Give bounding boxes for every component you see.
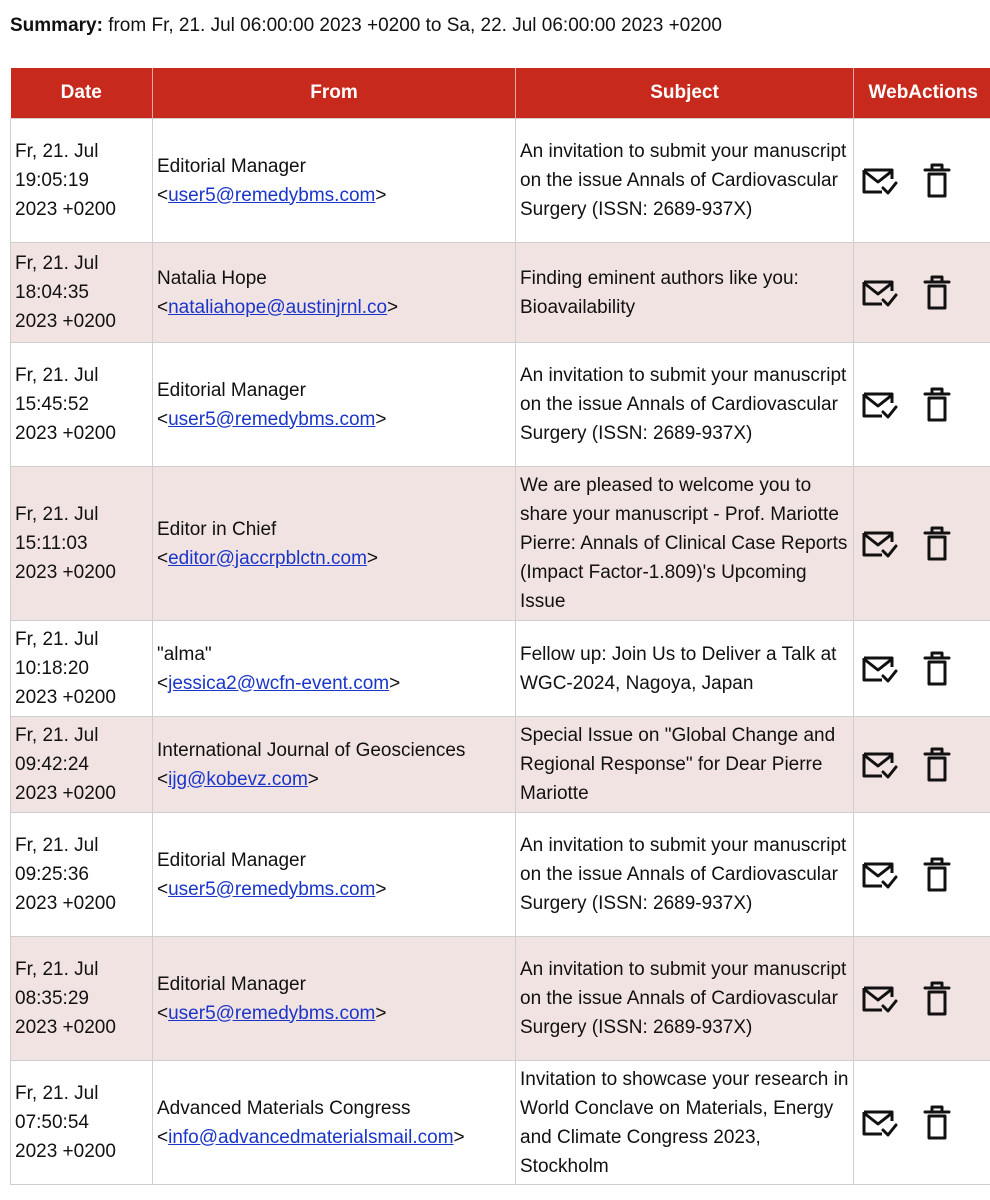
date-day: Fr, 21. Jul (15, 253, 99, 274)
sender-name: Editorial Manager (157, 973, 306, 995)
envelope-check-icon[interactable] (860, 649, 898, 689)
sender-name: Editorial Manager (157, 155, 306, 177)
table-row (11, 467, 990, 621)
trash-icon[interactable] (918, 1103, 956, 1143)
date-time: 15:45:52 (15, 394, 89, 415)
from-cell (153, 343, 516, 467)
sender-name: International Journal of Geosciences (157, 739, 466, 761)
webactions-cell (854, 813, 990, 937)
date-year-tz: 2023 +0200 (15, 1017, 116, 1038)
trash-icon[interactable] (918, 385, 956, 425)
summary-line (10, 14, 722, 38)
trash-icon[interactable] (918, 855, 956, 895)
date-time: 07:50:54 (15, 1112, 89, 1133)
sender-email-link[interactable]: user5@remedybms.com (168, 184, 376, 206)
from-cell (153, 1061, 516, 1185)
header-from: From (153, 68, 516, 119)
table-header-row (11, 68, 990, 119)
envelope-check-icon[interactable] (860, 979, 898, 1019)
date-day: Fr, 21. Jul (15, 365, 99, 386)
from-cell (153, 717, 516, 813)
from-cell (153, 937, 516, 1061)
from-cell (153, 119, 516, 243)
date-day: Fr, 21. Jul (15, 141, 99, 162)
sender-name: Editorial Manager (157, 849, 306, 871)
table-row (11, 1061, 990, 1185)
date-cell (11, 717, 153, 813)
date-cell (11, 119, 153, 243)
table-row (11, 937, 990, 1061)
sender-name: Natalia Hope (157, 267, 267, 289)
date-cell (11, 243, 153, 343)
sender-name: Advanced Materials Congress (157, 1097, 411, 1119)
from-cell (153, 243, 516, 343)
table-row (11, 343, 990, 467)
date-day: Fr, 21. Jul (15, 1083, 99, 1104)
sender-name: "alma" (157, 643, 212, 665)
sender-address: <user5@remedybms.com> (157, 184, 387, 206)
table-row (11, 243, 990, 343)
date-cell (11, 467, 153, 621)
email-summary-table (10, 68, 990, 1185)
subject-cell: An invitation to submit your manuscript on the issue Annals of Cardiovascular Surgery (ISSN: 2689-937X) (516, 119, 854, 243)
trash-icon[interactable] (918, 649, 956, 689)
sender-address: <ijg@kobevz.com> (157, 768, 319, 790)
date-time: 08:35:29 (15, 988, 89, 1009)
envelope-check-icon[interactable] (860, 385, 898, 425)
subject-cell: Special Issue on "Global Change and Regional Response" for Dear Pierre Mariotte (516, 717, 854, 813)
subject-cell: Fellow up: Join Us to Deliver a Talk at WGC-2024, Nagoya, Japan (516, 621, 854, 717)
webactions-cell (854, 1061, 990, 1185)
trash-icon[interactable] (918, 273, 956, 313)
subject-cell: Invitation to showcase your research in World Conclave on Materials, Energy and Climate Congress 2023, Stockholm (516, 1061, 854, 1185)
sender-address: <jessica2@wcfn-event.com> (157, 672, 401, 694)
date-cell (11, 621, 153, 717)
table-row (11, 813, 990, 937)
from-cell (153, 467, 516, 621)
webactions-cell (854, 119, 990, 243)
envelope-check-icon[interactable] (860, 745, 898, 785)
trash-icon[interactable] (918, 979, 956, 1019)
webactions-cell (854, 621, 990, 717)
envelope-check-icon[interactable] (860, 161, 898, 201)
date-time: 18:04:35 (15, 282, 89, 303)
date-cell (11, 813, 153, 937)
sender-email-link[interactable]: ijg@kobevz.com (168, 768, 308, 790)
subject-cell: An invitation to submit your manuscript on the issue Annals of Cardiovascular Surgery (ISSN: 2689-937X) (516, 343, 854, 467)
envelope-check-icon[interactable] (860, 855, 898, 895)
subject-cell: An invitation to submit your manuscript on the issue Annals of Cardiovascular Surgery (ISSN: 2689-937X) (516, 937, 854, 1061)
sender-email-link[interactable]: editor@jaccrpblctn.com (168, 547, 367, 569)
date-year-tz: 2023 +0200 (15, 199, 116, 220)
sender-name: Editorial Manager (157, 379, 306, 401)
envelope-check-icon[interactable] (860, 524, 898, 564)
header-webactions: WebActions (854, 68, 990, 119)
sender-name: Editor in Chief (157, 518, 277, 540)
table-row (11, 717, 990, 813)
webactions-cell (854, 243, 990, 343)
date-day: Fr, 21. Jul (15, 835, 99, 856)
date-cell (11, 1061, 153, 1185)
sender-address: <info@advancedmaterialsmail.com> (157, 1126, 465, 1148)
sender-email-link[interactable]: jessica2@wcfn-event.com (168, 672, 390, 694)
sender-address: <editor@jaccrpblctn.com> (157, 547, 379, 569)
date-year-tz: 2023 +0200 (15, 562, 116, 583)
subject-cell: Finding eminent authors like you: Bioavailability (516, 243, 854, 343)
webactions-cell (854, 343, 990, 467)
subject-cell: We are pleased to welcome you to share your manuscript - Prof. Mariotte Pierre: Annals of Clinical Case Reports (Impact Factor-1.809)'s Upcoming Issue (516, 467, 854, 621)
from-cell (153, 621, 516, 717)
sender-address: <user5@remedybms.com> (157, 408, 387, 430)
sender-email-link[interactable]: user5@remedybms.com (168, 1002, 376, 1024)
envelope-check-icon[interactable] (860, 1103, 898, 1143)
trash-icon[interactable] (918, 745, 956, 785)
trash-icon[interactable] (918, 524, 956, 564)
summary-range: from Fr, 21. Jul 06:00:00 2023 +0200 to Sa, 22. Jul 06:00:00 2023 +0200 (108, 15, 722, 36)
webactions-cell (854, 717, 990, 813)
envelope-check-icon[interactable] (860, 273, 898, 313)
date-day: Fr, 21. Jul (15, 959, 99, 980)
date-year-tz: 2023 +0200 (15, 783, 116, 804)
date-year-tz: 2023 +0200 (15, 1141, 116, 1162)
date-time: 15:11:03 (15, 533, 88, 554)
from-cell (153, 813, 516, 937)
summary-label: Summary: (10, 15, 103, 36)
date-day: Fr, 21. Jul (15, 725, 99, 746)
date-cell (11, 343, 153, 467)
subject-cell: An invitation to submit your manuscript on the issue Annals of Cardiovascular Surgery (ISSN: 2689-937X) (516, 813, 854, 937)
sender-email-link[interactable]: info@advancedmaterialsmail.com (168, 1126, 454, 1148)
trash-icon[interactable] (918, 161, 956, 201)
table-row (11, 621, 990, 717)
webactions-cell (854, 467, 990, 621)
date-year-tz: 2023 +0200 (15, 311, 116, 332)
table-row (11, 119, 990, 243)
date-time: 09:42:24 (15, 754, 89, 775)
sender-email-link[interactable]: user5@remedybms.com (168, 408, 376, 430)
sender-email-link[interactable]: nataliahope@austinjrnl.co (168, 296, 388, 318)
webactions-cell (854, 937, 990, 1061)
date-cell (11, 937, 153, 1061)
sender-address: <user5@remedybms.com> (157, 878, 387, 900)
date-day: Fr, 21. Jul (15, 504, 99, 525)
date-time: 09:25:36 (15, 864, 89, 885)
date-year-tz: 2023 +0200 (15, 423, 116, 444)
date-day: Fr, 21. Jul (15, 629, 99, 650)
date-year-tz: 2023 +0200 (15, 687, 116, 708)
header-subject: Subject (516, 68, 854, 119)
sender-email-link[interactable]: user5@remedybms.com (168, 878, 376, 900)
date-time: 10:18:20 (15, 658, 89, 679)
date-time: 19:05:19 (15, 170, 89, 191)
header-date: Date (11, 68, 153, 119)
sender-address: <user5@remedybms.com> (157, 1002, 387, 1024)
date-year-tz: 2023 +0200 (15, 893, 116, 914)
sender-address: <nataliahope@austinjrnl.co> (157, 296, 399, 318)
